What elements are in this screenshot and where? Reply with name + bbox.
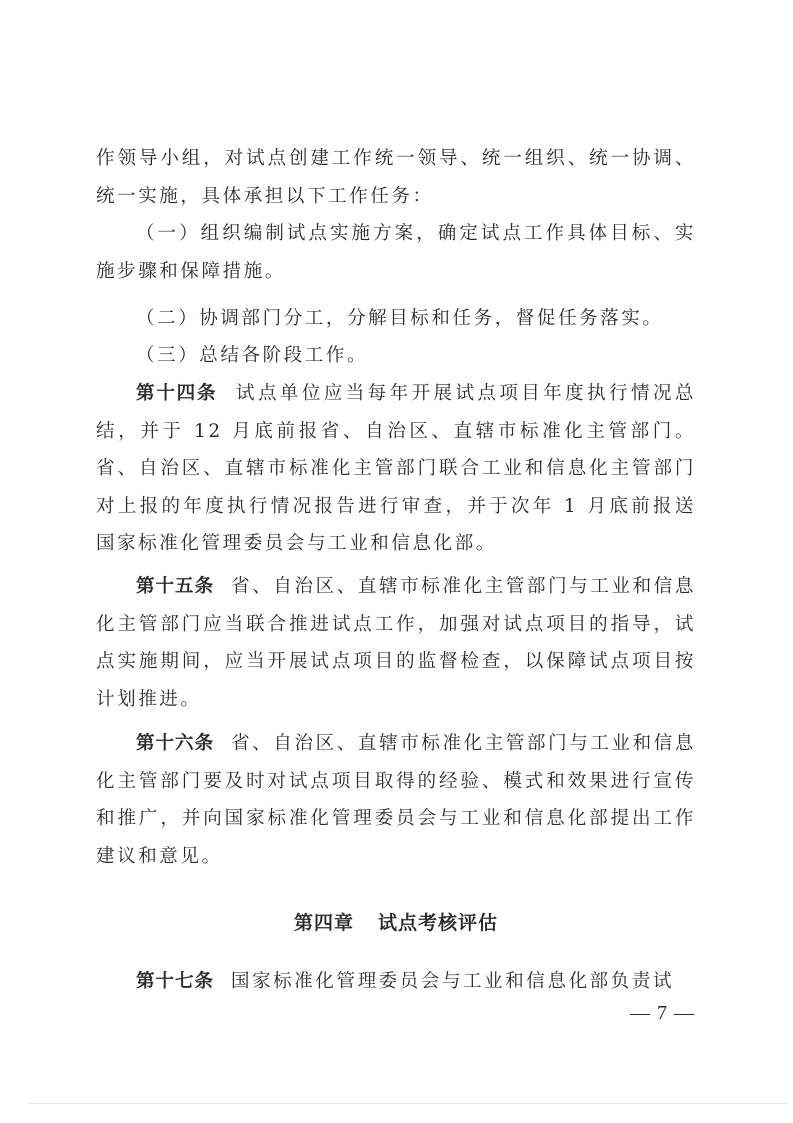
paragraph-text: 省、自治区、直辖市标准化主管部门与工业和信息化主管部门要及时对试点项目取得的经验、模式和效果进行宣传和推广，并向国家标准化管理委员会与工业和信息化部提出工作建议和意见。 <box>96 733 696 867</box>
paragraph-continuation <box>96 140 696 215</box>
chapter-title: 试点考核评估 <box>378 912 499 934</box>
article-14 <box>96 375 696 563</box>
article-heading: 第十六条 <box>136 733 215 754</box>
paragraph-text: 试点单位应当每年开展试点项目年度执行情况总结，并于 12 月底前报省、自治区、直辖市标准化主管部门。省、自治区、直辖市标准化主管部门联合工业和信息化主管部门对上报的年度执行情况报告进行审查，并于次年 1 月底前报送国家标准化管理委员会与工业和信息化部。 <box>96 383 696 554</box>
list-item-3 <box>96 337 696 375</box>
paragraph-text: （三）总结各阶段工作。 <box>136 345 369 366</box>
list-item-1 <box>96 215 696 290</box>
article-17 <box>96 963 696 1001</box>
chapter-heading <box>96 905 696 942</box>
article-heading: 第十五条 <box>136 576 215 597</box>
paragraph-text: （一）组织编制试点实施方案，确定试点工作具体目标、实施步骤和保障措施。 <box>96 223 696 282</box>
paragraph-text: 国家标准化管理委员会与工业和信息化部负责试 <box>230 971 675 992</box>
article-16 <box>96 725 696 875</box>
paragraph-text: 省、自治区、直辖市标准化主管部门与工业和信息化主管部门应当联合推进试点工作，加强对试点项目的指导，试点实施期间，应当开展试点项目的监督检查，以保障试点项目按计划推进。 <box>96 576 696 710</box>
chapter-number: 第四章 <box>293 912 354 934</box>
article-heading: 第十四条 <box>136 383 218 404</box>
list-item-2 <box>96 300 696 338</box>
article-15 <box>96 568 696 718</box>
paragraph-text: 作领导小组，对试点创建工作统一领导、统一组织、统一协调、统一实施，具体承担以下工作任务： <box>96 148 696 207</box>
paragraph-text: （二）协调部门分工，分解目标和任务，督促任务落实。 <box>136 308 664 329</box>
page-number: — 7 — <box>630 1002 695 1024</box>
scan-edge-line <box>28 1103 788 1104</box>
article-heading: 第十七条 <box>136 971 215 992</box>
